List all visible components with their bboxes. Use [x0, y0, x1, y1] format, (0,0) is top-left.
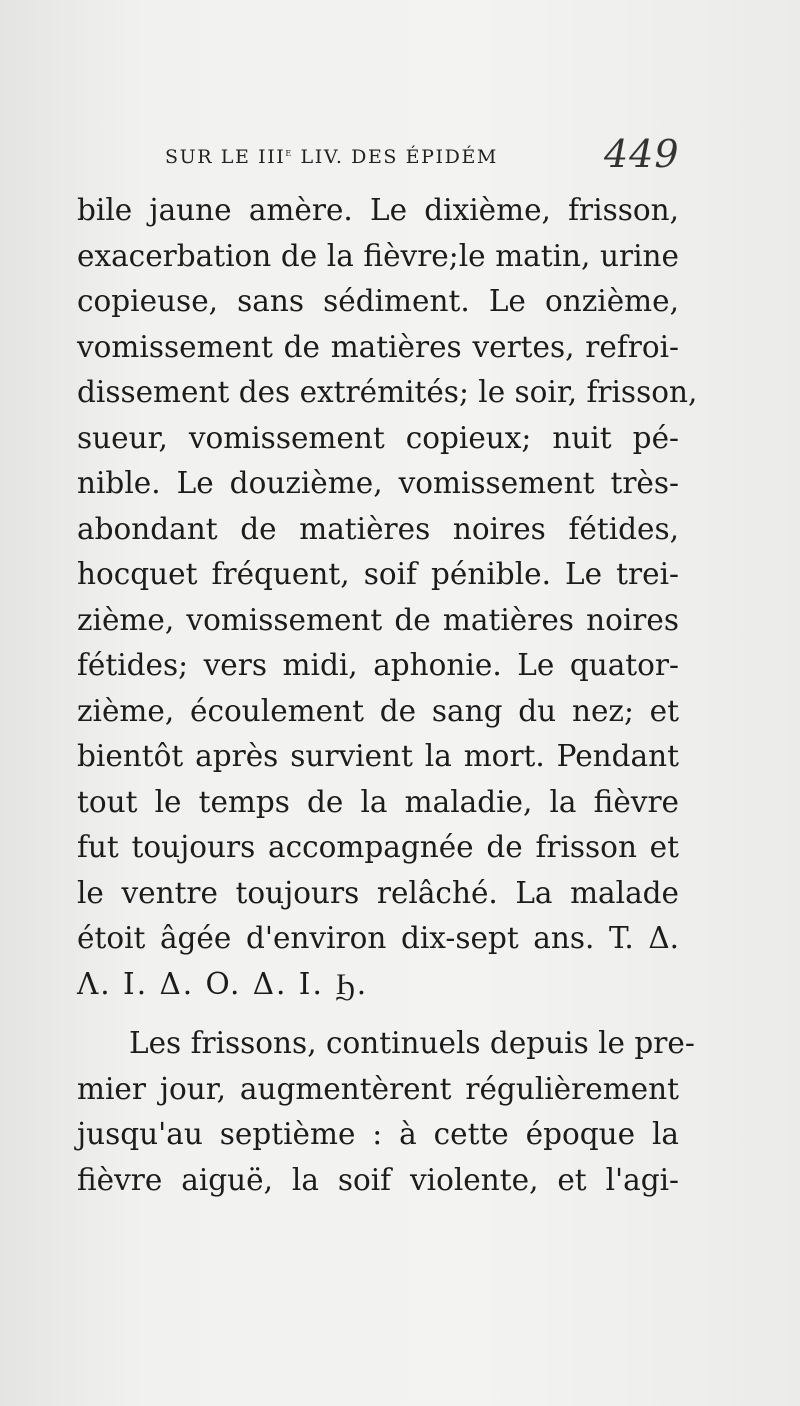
text-line: dissement des extrémités; le soir, frisson, — [77, 375, 698, 409]
running-head-post: LIV. DES ÉPIDÉM — [292, 146, 498, 168]
text-line: fièvre aiguë, la soif violente, et l'agi- — [77, 1162, 679, 1197]
text-line: zième, écoulement de sang du nez; et — [77, 693, 679, 728]
page-header — [0, 132, 800, 182]
text-line: sueur, vomissement copieux; nuit pé- — [77, 420, 679, 455]
text-line: fut toujours accompagnée de frisson et — [77, 830, 679, 864]
text-line: bientôt après survient la mort. Pendant — [77, 739, 679, 773]
text-line: le ventre toujours relâché. La malade — [77, 875, 679, 910]
text-line: abondant de matières noires fétides, — [77, 511, 679, 546]
text-line: jusqu'au septième : à cette époque la — [77, 1117, 679, 1151]
text-line: mier jour, augmentèrent régulièrement — [77, 1071, 679, 1106]
text-line: tout le temps de la maladie, la fièvre — [77, 784, 679, 819]
text-line: exacerbation de la fièvre;le matin, urine — [77, 238, 679, 273]
text-line: bile jaune amère. Le dixième, frisson, — [77, 193, 679, 227]
text-line: zième, vomissement de matières noires — [77, 602, 679, 637]
text-line: hocquet fréquent, soif pénible. Le trei- — [77, 557, 679, 591]
text-line: nible. Le douzième, vomissement très- — [77, 466, 679, 500]
text-line: copieuse, sans sédiment. Le onzième, — [77, 284, 679, 318]
running-head-pre: SUR LE III — [165, 146, 286, 168]
body-text — [77, 188, 698, 1203]
text-line: fétides; vers midi, aphonie. Le quator- — [77, 648, 679, 682]
text-line: étoit âgée d'environ dix-sept ans. T. Δ. — [77, 921, 679, 955]
text-line: vomissement de matières vertes, refroi- — [77, 329, 679, 364]
text-line-case-code: Λ. I. Δ. O. Δ. I. Ϧ. — [77, 966, 369, 1001]
running-head-superscript: e — [285, 146, 293, 159]
paragraph-start-line: Les frissons, continuels depuis le pre- — [129, 1026, 695, 1060]
running-head — [165, 146, 498, 168]
page-number: 449 — [604, 132, 680, 176]
